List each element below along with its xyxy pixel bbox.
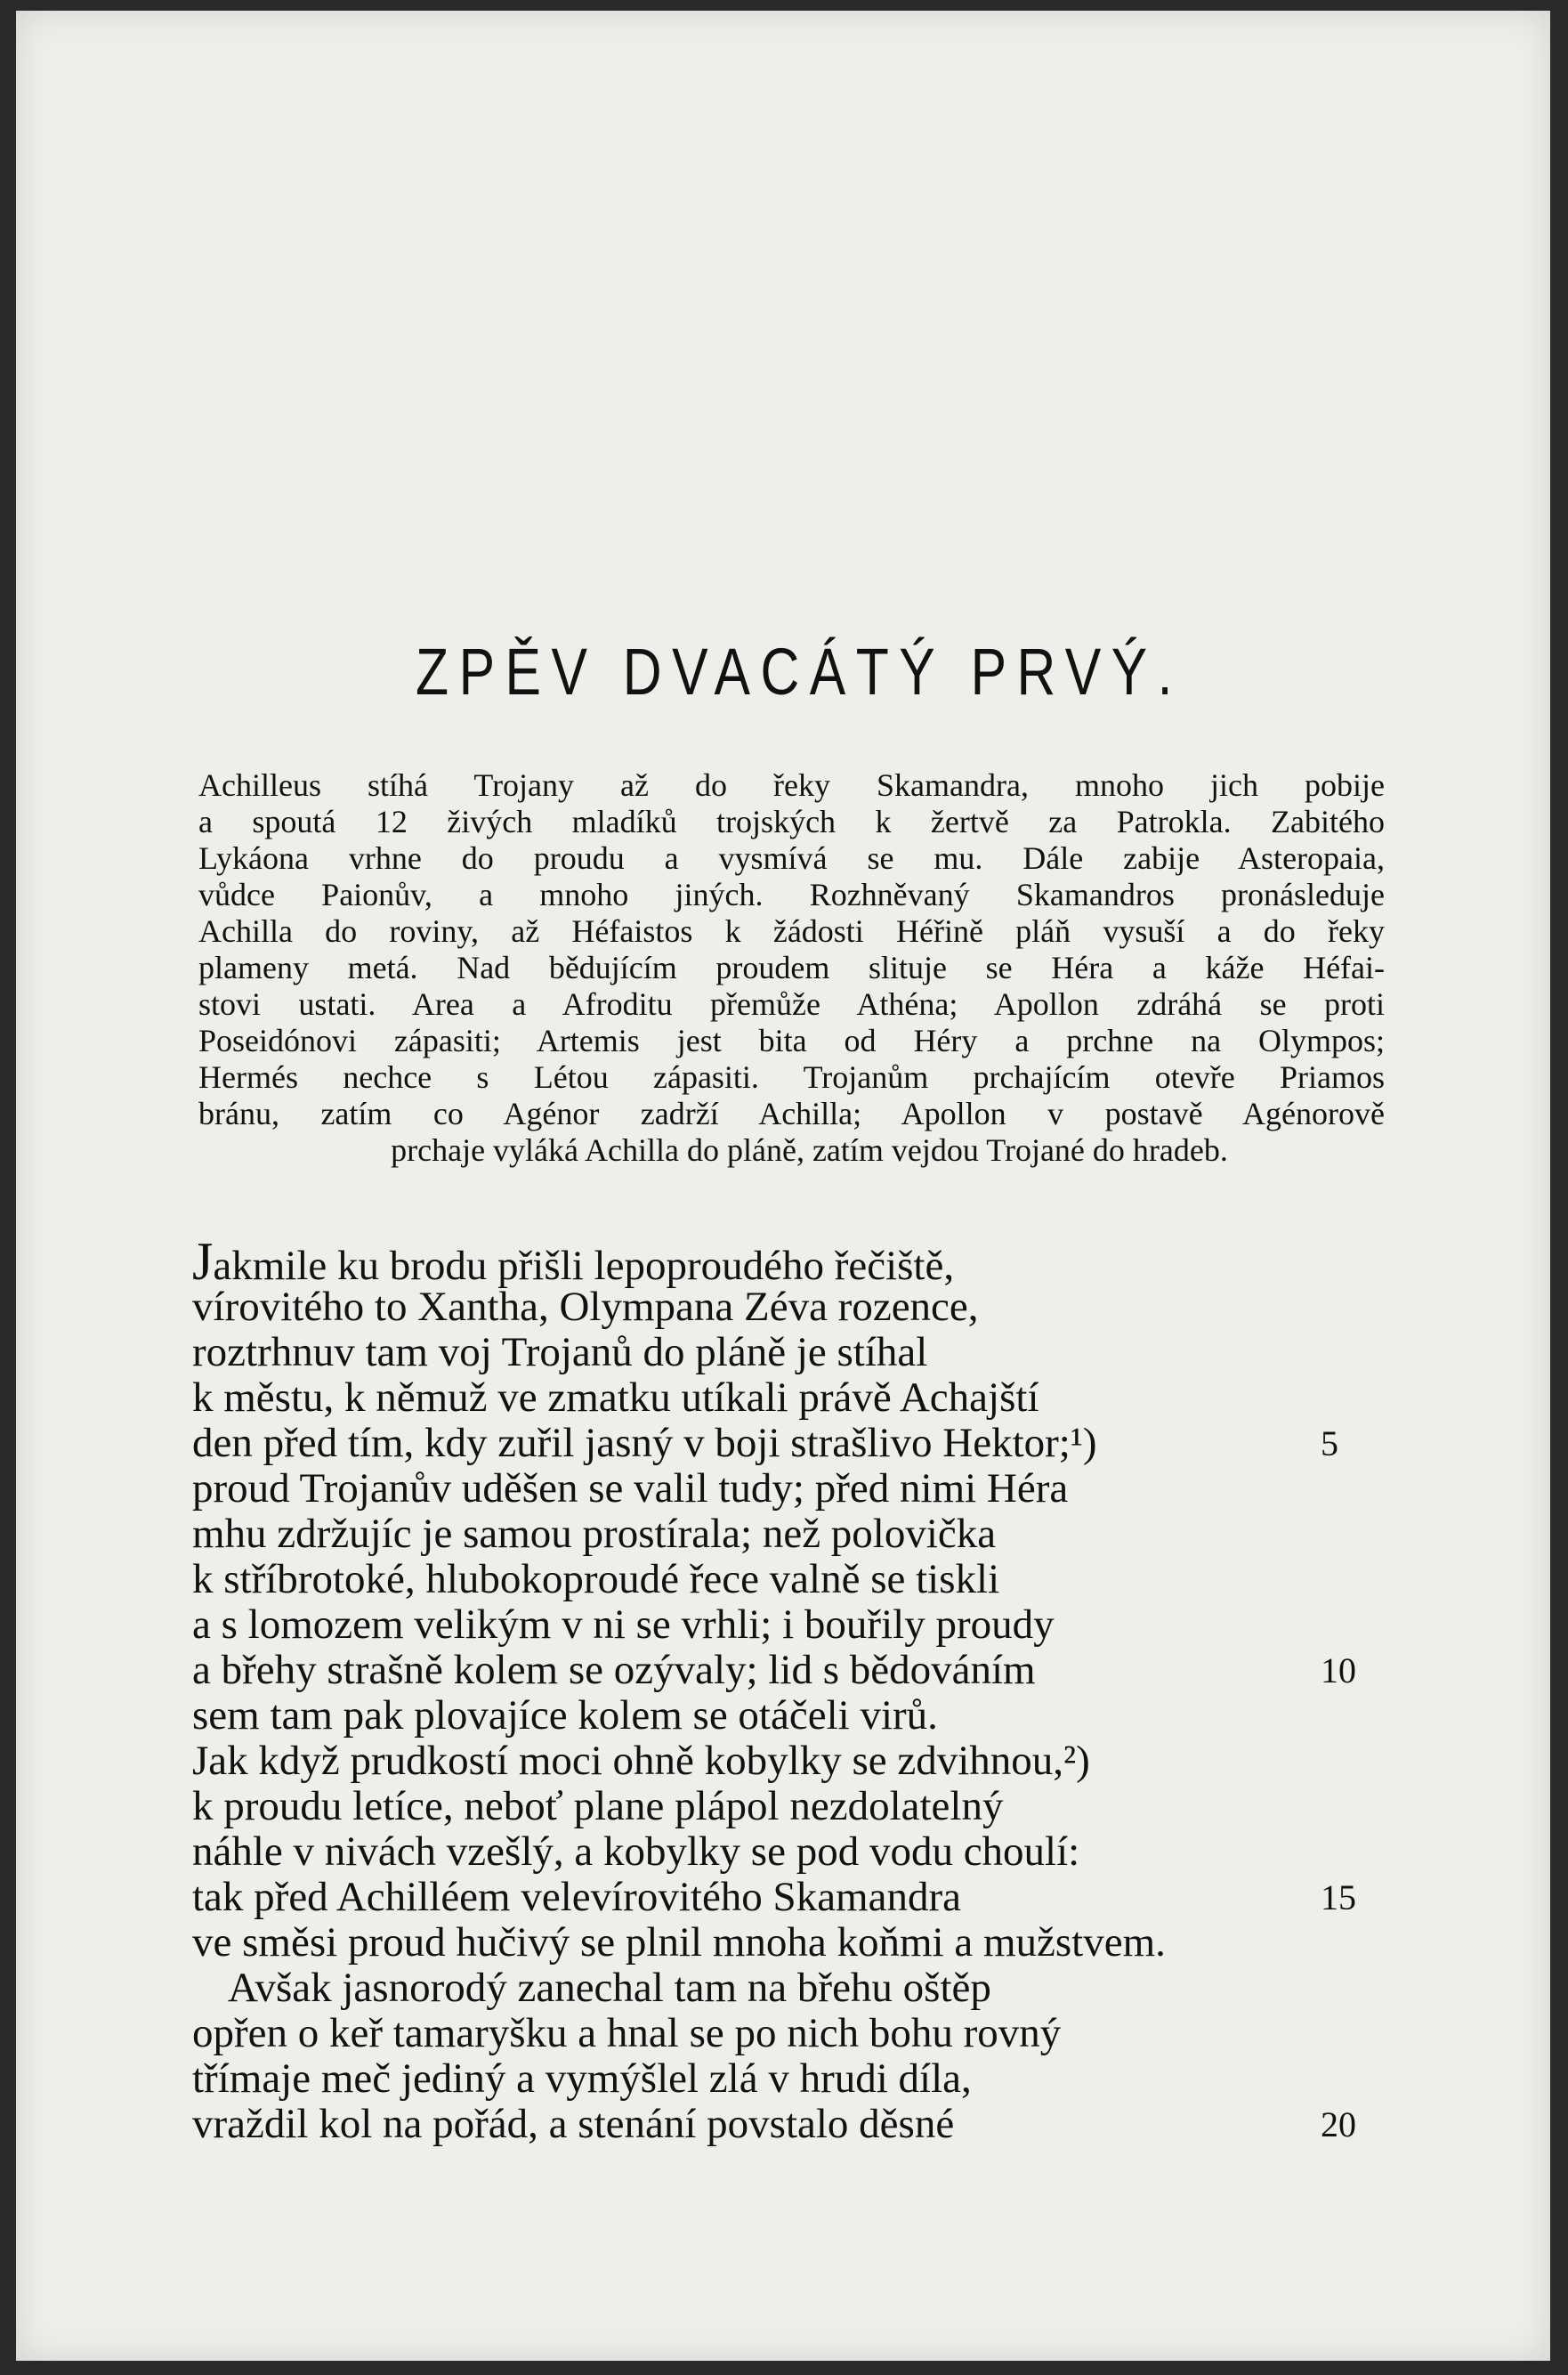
verse-line: [192, 1512, 1500, 1557]
summary-line: Hermés nechce s Létou zápasiti. Trojanům prchajícím otevře Priamos: [198, 1059, 1385, 1095]
verse-text: vraždil kol na pořád, a stenání povstalo děsné: [192, 2101, 955, 2147]
summary-line: bránu, zatím co Agénor zadrží Achilla; Apollon v postavě Agénorově: [198, 1096, 1385, 1131]
drop-cap: J: [192, 1232, 214, 1291]
verse-line: [192, 2056, 1500, 2102]
summary-line: a spoutá 12 živých mladíků trojských k žertvě za Patrokla. Zabitého: [198, 804, 1385, 839]
verse-text: Jak když prudkostí moci ohně kobylky se zdvihnou,²): [192, 1738, 1090, 1784]
verse-text: proud Trojanův uděšen se valil tudy; před nimi Héra: [192, 1465, 1069, 1512]
verse-text: k stříbrotoké, hlubokoproudé řece valně se tiskli: [192, 1556, 1000, 1602]
verse-text: a s lomozem velikým v ni se vrhli; i bouřily proudy: [192, 1601, 1055, 1648]
verse-line: [192, 1920, 1500, 1966]
verse-line: [192, 1557, 1500, 1602]
chapter-summary: [198, 767, 1385, 1169]
verse-line: [192, 2102, 1500, 2147]
verse-line: [192, 1784, 1500, 1829]
verse-line: [192, 1466, 1500, 1512]
summary-line: Achilleus stíhá Trojany až do řeky Skamandra, mnoho jich pobije: [198, 767, 1385, 803]
verse-line: [192, 1602, 1500, 1648]
verse-line: [192, 1375, 1500, 1421]
line-number: 20: [1321, 2104, 1356, 2144]
verse-line: [192, 1693, 1500, 1739]
verse-text: k městu, k němuž ve zmatku utíkali právě Achajští: [192, 1374, 1039, 1421]
verse-line: [192, 2011, 1500, 2056]
verse-text: k proudu letíce, neboť plane plápol nezdolatelný: [192, 1783, 1004, 1829]
chapter-title: ZPĚV DVACÁTÝ PRVÝ.: [416, 635, 1183, 709]
verse-line: [192, 1232, 1500, 1291]
verse-text: vírovitého to Xantha, Olympana Zéva rozence,: [192, 1284, 979, 1330]
book-page: [16, 11, 1550, 2361]
summary-line: Lykáona vrhne do proudu a vysmívá se mu. Dále zabije Asteropaia,: [198, 840, 1385, 876]
line-number: 5: [1321, 1423, 1338, 1463]
verse-text: Avšak jasnorodý zanechal tam na břehu oštěp: [228, 1965, 991, 2011]
verse-line: [192, 1875, 1500, 1920]
summary-line: vůdce Paionův, a mnoho jiných. Rozhněvaný Skamandros pronásleduje: [198, 877, 1385, 912]
line-number: 15: [1321, 1877, 1356, 1917]
summary-line: Achilla do roviny, až Héfaistos k žádosti Héřině pláň vysuší a do řeky: [198, 913, 1385, 949]
verse-text: třímaje meč jediný a vymýšlel zlá v hrudi díla,: [192, 2055, 972, 2102]
poem-text: [192, 1232, 1500, 2147]
verse-text: ve směsi proud hučivý se plnil mnoha koňmi a mužstvem.: [192, 1919, 1166, 1966]
line-number: 10: [1321, 1650, 1356, 1690]
verse-text: den před tím, kdy zuřil jasný v boji strašlivo Hektor;¹): [192, 1420, 1097, 1466]
summary-line: prchaje vyláká Achilla do pláně, zatím vejdou Trojané do hradeb.: [391, 1132, 1228, 1168]
verse-text: mhu zdržujíc je samou prostírala; než polovička: [192, 1511, 997, 1557]
verse-text: náhle v nivách vzešlý, a kobylky se pod vodu choulí:: [192, 1828, 1080, 1875]
verse-text: [192, 1232, 955, 1291]
summary-line: plameny metá. Nad bědujícím proudem slituje se Héra a káže Héfai-: [198, 950, 1385, 985]
verse-text: a břehy strašně kolem se ozývaly; lid s bědováním: [192, 1647, 1036, 1693]
verse-line: [192, 1829, 1500, 1875]
summary-line: stovi ustati. Area a Afroditu přemůže Athéna; Apollon zdráhá se proti: [198, 986, 1385, 1022]
verse-text: sem tam pak plovajíce kolem se otáčeli virů.: [192, 1692, 938, 1739]
verse-line: [192, 1739, 1500, 1784]
verse-line: [192, 1966, 1500, 2011]
verse-text: roztrhnuv tam voj Trojanů do pláně je stíhal: [192, 1329, 928, 1375]
verse-line: [192, 1330, 1500, 1375]
verse-text: opřen o keř tamaryšku a hnal se po nich bohu rovný: [192, 2010, 1062, 2056]
summary-line: Poseidónovi zápasiti; Artemis jest bita od Héry a prchne na Olympos;: [198, 1023, 1385, 1058]
verse-line: [192, 1285, 1500, 1330]
verse-line: [192, 1421, 1500, 1466]
verse-text: tak před Achilléem velevírovitého Skamandra: [192, 1874, 961, 1920]
verse-text-rest: akmile ku brodu přišli lepoproudého řečiště,: [213, 1243, 955, 1289]
verse-line: [192, 1648, 1500, 1693]
